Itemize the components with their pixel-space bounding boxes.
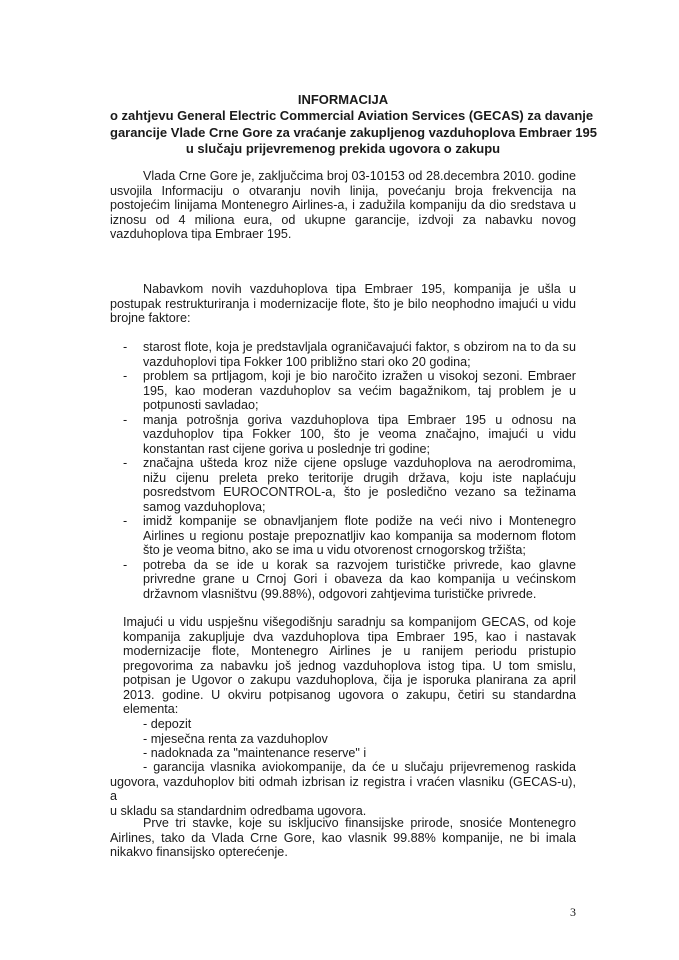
text-line: postojećim linijama Montenegro Airlines-a, i zadužila kompaniju da dio sredstava u — [110, 198, 576, 212]
list-item — [110, 413, 576, 457]
list-item — [110, 340, 576, 369]
paragraph-2 — [110, 282, 576, 326]
text-line: potreba da se ide u korak sa razvojem turističke privrede, kao glavne — [143, 557, 576, 572]
factors-list — [110, 340, 576, 601]
text-line: 2013. godine. U okviru potpisanog ugovora o zakupu, četiri su standardna — [123, 687, 576, 702]
list-item — [110, 558, 576, 602]
text-line: starost flote, koja je predstavljala ograničavajući faktor, s obzirom na to da su — [143, 340, 576, 354]
text-line: Vlada Crne Gore je, zaključcima broj 03-10153 od 28.decembra 2010. godine — [143, 169, 576, 183]
bullet-dash: - — [123, 369, 128, 383]
text-line: kompanija zakupljuje dva vazduhoplova tipa Embraer 195, kao i nastavak — [123, 629, 576, 644]
text-line: modernizacije flote, Montenegro Airlines je u ranijem periodu pristupio — [123, 644, 576, 658]
text-line: nikakvo finansijsko opterećenje. — [110, 845, 288, 859]
text-line: potpunosti savladao; — [143, 398, 259, 412]
guarantee-paragraph — [110, 760, 576, 818]
text-line: u skladu sa standardnim odredbama ugovora. — [110, 803, 367, 818]
text-line: vazduhoplova tipa Embraer 195. — [110, 227, 292, 241]
text-line: vazduhoplov tipa Fokker 100, što je veoma značajno, imajući u vidu — [143, 427, 576, 441]
text-line: privredne grane u Crnoj Gori i obaveza da kao kompanija u većinskom — [143, 572, 576, 586]
title-line: INFORMACIJA — [297, 92, 389, 107]
paragraph-4 — [110, 816, 576, 860]
title-line: o zahtjevu General Electric Commercial Aviation Services (GECAS) za davanje — [110, 108, 594, 124]
text-line: konstantan rast cijene goriva u poslednje tri godine; — [143, 441, 431, 456]
text-line: - mjesečna renta za vazduhoplov — [143, 731, 328, 746]
page-number: 3 — [570, 905, 576, 919]
title-line: garancije Vlade Crne Gore za vraćanje zakupljenog vazduhoplova Embraer 195 — [110, 124, 597, 140]
text-line: brojne faktore: — [110, 311, 191, 325]
list-item — [110, 514, 576, 558]
text-line: Prve tri stavke, koje su iskljucivo finansijske prirode, snosiće Montenegro — [143, 816, 576, 830]
paragraph-3 — [123, 615, 576, 717]
text-line: usvojila Informaciju o otvaranju novih linija, povećanju broja frekvencija na — [110, 183, 576, 198]
text-line: državnom vlasništvu (99.88%), odgovori zahtjevima turističke privrede. — [143, 586, 537, 601]
text-line: značajna ušteda kroz niže cijene opsluge vazduhoplova na aerodromima, — [143, 456, 576, 470]
text-line: iznosu od 4 miliona eura, od ukupne garancije, izdvoji za nabavku novog — [110, 212, 576, 227]
text-line: 195, kao moderan vazduhoplov sa većim bagažnikom, taj problem je u — [143, 383, 576, 398]
text-line: ugovora, vazduhoplov biti odmah izbrisan iz registra i vraćen vlasniku (GECAS-u), a — [110, 774, 576, 803]
text-line: pregovorima za nabavku još jednog vazduhoplova istog tipa. U tom smislu, — [123, 658, 576, 673]
text-line: Imajući u vidu uspješnu višegodišnju saradnju sa kompanijom GECAS, od koje — [123, 615, 576, 629]
text-line: samog vazduhoplova; — [143, 499, 266, 514]
text-line: potpisan je Ugovor o zakupu vazduhoplova, čija je isporuka planirana za april — [123, 673, 576, 687]
text-line: vazduhoplovi tipa Fokker 100 približno stari oko 20 godina; — [143, 354, 471, 369]
contract-elements-list — [110, 717, 576, 761]
title-line: u slučaju prijevremenog prekida ugovora o zakupu — [185, 140, 501, 156]
text-line: problem sa prtljagom, koji je bio naročito izražen u visokoj sezoni. Embraer — [143, 369, 576, 383]
bullet-dash: - — [123, 514, 128, 528]
text-line: - depozit — [143, 717, 192, 731]
text-line: elementa: — [123, 702, 179, 716]
text-line: Nabavkom novih vazduhoplova tipa Embraer 195, kompanija je ušla u — [143, 282, 576, 296]
text-line: manja potrošnja goriva vazduhoplova tipa Embraer 195 u odnosu na — [143, 412, 576, 427]
text-line: Airlines, tako da Vlada Crne Gore, kao vlasnik 99.88% kompanije, ne bi imala — [110, 830, 576, 845]
text-line: što je veoma bitno, ako se ima u vidu otvorenost crnogorskog tržišta; — [143, 543, 526, 557]
bullet-dash: - — [123, 412, 128, 427]
text-line: posredstvom EUROCONTROL-a, što je posledično vezano sa težinama — [143, 485, 576, 499]
text-line: imidž kompanije se obnavljanjem flote podiže na veći nivo i Montenegro — [143, 514, 576, 528]
text-line: postupak restrukturiranja i modernizacije flote, što je bilo neophodno imajući u vidu — [110, 296, 576, 311]
document-title — [110, 92, 597, 157]
text-line: nižu cijenu preleta preko teritorije drugih država, koju iste naplaćuju — [143, 470, 576, 485]
paragraph-1 — [110, 169, 576, 242]
list-item — [110, 456, 576, 514]
list-item — [110, 369, 576, 413]
text-line: Airlines u regionu postaje prepoznatljiv kao kompanija sa modernom flotom — [143, 528, 576, 543]
bullet-dash: - — [123, 456, 128, 470]
text-line: - garancija vlasnika aviokompanije, da će u slučaju prijevremenog raskida — [143, 760, 576, 774]
bullet-dash: - — [123, 340, 128, 354]
text-line: - nadoknada za "maintenance reserve" i — [143, 746, 367, 760]
bullet-dash: - — [123, 557, 128, 572]
